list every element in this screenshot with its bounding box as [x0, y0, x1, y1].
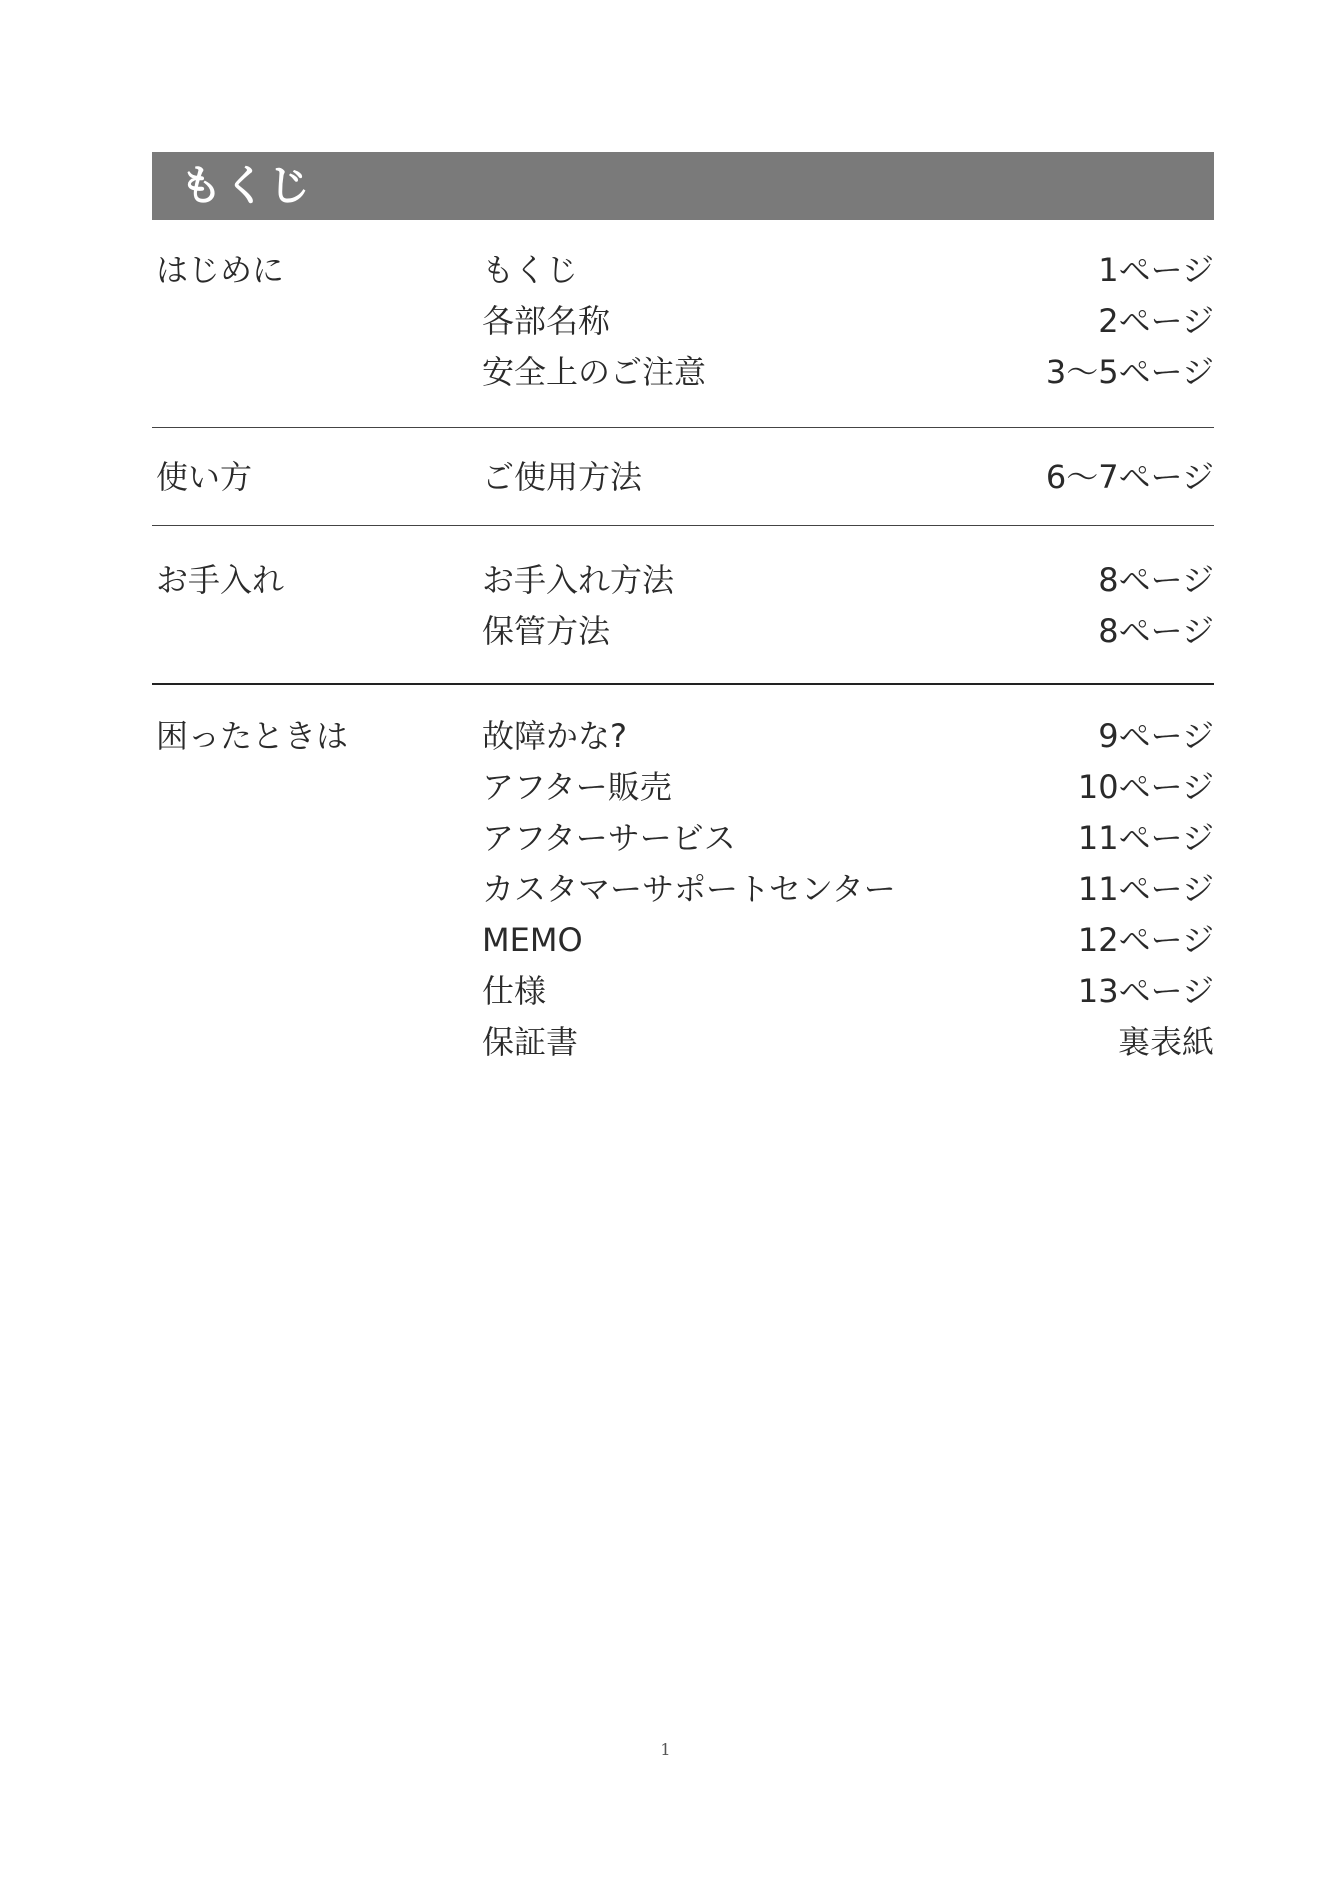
- toc-entry[interactable]: [482, 762, 1214, 813]
- entry-page: 13ページ: [1077, 972, 1214, 1010]
- toc-title-bar: [152, 152, 1214, 220]
- toc-section-usage: [152, 427, 1214, 525]
- section-entries: [482, 452, 1214, 503]
- toc-entry[interactable]: [482, 245, 1214, 296]
- entry-page: 11ページ: [1077, 870, 1214, 908]
- entry-page: 8ページ: [1098, 561, 1214, 599]
- entry-title: カスタマーサポートセンター: [482, 870, 896, 908]
- toc-entry[interactable]: [482, 1017, 1214, 1068]
- section-label: お手入れ: [156, 561, 285, 599]
- entry-title: アフター販売: [482, 768, 672, 806]
- entry-title: 安全上のご注意: [482, 353, 707, 391]
- entry-title: 保証書: [482, 1023, 579, 1061]
- entry-title: MEMO: [482, 921, 583, 959]
- toc-entry[interactable]: [482, 555, 1214, 606]
- entry-page: 9ページ: [1098, 717, 1214, 755]
- entry-page: 10ページ: [1077, 768, 1214, 806]
- toc-entry[interactable]: [482, 606, 1214, 657]
- entry-title: 各部名称: [482, 302, 611, 340]
- entry-page: 12ページ: [1077, 921, 1214, 959]
- entry-page: 11ページ: [1077, 819, 1214, 857]
- entry-title: 仕様: [482, 972, 547, 1010]
- toc-entry[interactable]: [482, 711, 1214, 762]
- section-entries: [482, 555, 1214, 657]
- toc-section-troubleshooting: [152, 683, 1214, 1068]
- toc-entry[interactable]: [482, 966, 1214, 1017]
- section-label: はじめに: [156, 251, 285, 289]
- entry-page: 6〜7ページ: [1045, 458, 1214, 496]
- entry-title: もくじ: [482, 251, 579, 289]
- section-label: 困ったときは: [156, 717, 349, 755]
- entry-title: アフターサービス: [482, 819, 736, 857]
- section-entries: [482, 245, 1214, 398]
- entry-title: ご使用方法: [482, 458, 643, 496]
- entry-page: 1ページ: [1098, 251, 1214, 289]
- entry-title: お手入れ方法: [482, 561, 675, 599]
- section-label: 使い方: [156, 458, 253, 496]
- toc-entry[interactable]: [482, 347, 1214, 398]
- section-entries: [482, 711, 1214, 1068]
- entry-title: 故障かな?: [482, 717, 627, 755]
- entry-page: 3〜5ページ: [1045, 353, 1214, 391]
- toc-entry[interactable]: [482, 915, 1214, 966]
- table-of-contents: [152, 220, 1214, 1068]
- entry-page: 裏表紙: [1117, 1023, 1214, 1061]
- toc-entry[interactable]: [482, 864, 1214, 915]
- toc-section-care: [152, 525, 1214, 683]
- page-title: もくじ: [180, 161, 313, 210]
- entry-title: 保管方法: [482, 612, 611, 650]
- toc-entry[interactable]: [482, 813, 1214, 864]
- toc-entry[interactable]: [482, 296, 1214, 347]
- entry-page: 8ページ: [1098, 612, 1214, 650]
- toc-section-introduction: [152, 220, 1214, 427]
- page-number: 1: [660, 1740, 671, 1759]
- entry-page: 2ページ: [1098, 302, 1214, 340]
- toc-entry[interactable]: [482, 452, 1214, 503]
